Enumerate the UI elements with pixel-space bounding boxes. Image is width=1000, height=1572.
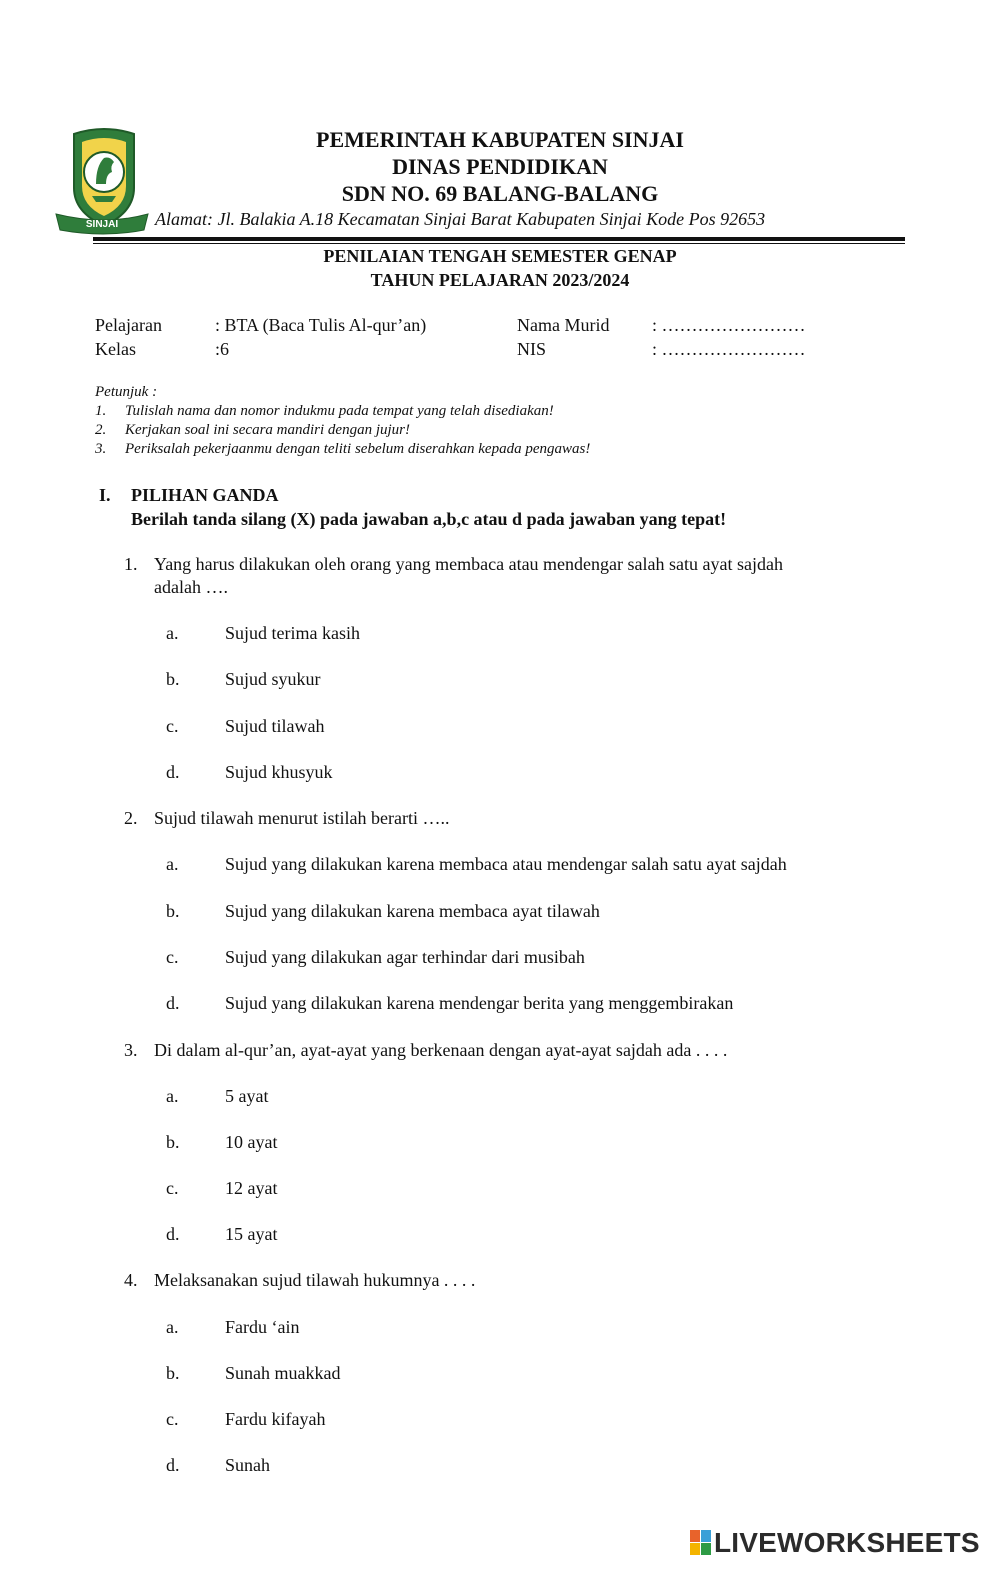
option-text[interactable]: Fardu ‘ain — [225, 1317, 300, 1337]
option-letter[interactable]: b. — [166, 669, 180, 689]
subject-value: : BTA (Baca Tulis Al-qur’an) — [215, 315, 427, 335]
instruction-number: 3. — [95, 441, 107, 457]
question-text: Melaksanakan sujud tilawah hukumnya . . . . — [154, 1270, 476, 1290]
option-text[interactable]: 10 ayat — [225, 1132, 278, 1152]
question-text: Yang harus dilakukan oleh orang yang membaca atau mendengar salah satu ayat sajdah — [154, 554, 783, 574]
section-instruction: Berilah tanda silang (X) pada jawaban a,b,c atau d pada jawaban yang tepat! — [131, 509, 727, 529]
instruction-text: Kerjakan soal ini secara mandiri dengan jujur! — [125, 422, 410, 438]
instruction-number: 1. — [95, 403, 107, 419]
student-name-label: Nama Murid — [517, 315, 610, 335]
exam-title: PENILAIAN TENGAH SEMESTER GENAP — [323, 246, 677, 266]
option-text[interactable]: Sunah — [225, 1455, 270, 1475]
header-address: Alamat: Jl. Balakia A.18 Kecamatan Sinjai Barat Kabupaten Sinjai Kode Pos 92653 — [155, 209, 766, 229]
liveworksheets-logo-icon — [690, 1530, 712, 1556]
student-name-field[interactable]: : …………………… — [652, 315, 806, 335]
class-label: Kelas — [95, 339, 136, 359]
section-number: I. — [99, 485, 111, 505]
header-school: SDN NO. 69 BALANG-BALANG — [341, 181, 659, 206]
header-rule-thin — [93, 243, 905, 244]
question-text: Di dalam al-qur’an, ayat-ayat yang berkenaan dengan ayat-ayat sajdah ada . . . . — [154, 1040, 728, 1060]
option-letter[interactable]: d. — [166, 1224, 180, 1244]
option-text[interactable]: Sujud tilawah — [225, 716, 325, 736]
nis-field[interactable]: : …………………… — [652, 339, 806, 359]
option-letter[interactable]: b. — [166, 901, 180, 921]
question-number: 4. — [124, 1270, 138, 1290]
exam-year: TAHUN PELAJARAN 2023/2024 — [370, 270, 630, 290]
option-letter[interactable]: a. — [166, 623, 179, 643]
option-letter[interactable]: a. — [166, 1086, 179, 1106]
class-value: :6 — [215, 339, 230, 359]
option-letter[interactable]: c. — [166, 716, 179, 736]
option-letter[interactable]: a. — [166, 1317, 179, 1337]
section-title: PILIHAN GANDA — [131, 485, 279, 505]
question-text-continued: adalah …. — [154, 577, 228, 597]
option-text[interactable]: Fardu kifayah — [225, 1409, 326, 1429]
question-number: 2. — [124, 808, 138, 828]
option-letter[interactable]: c. — [166, 947, 179, 967]
logo-banner-text: SINJAI — [85, 219, 119, 230]
question-number: 1. — [124, 554, 138, 574]
option-letter[interactable]: d. — [166, 762, 180, 782]
instruction-number: 2. — [95, 422, 107, 438]
liveworksheets-brand[interactable] — [690, 1526, 980, 1560]
option-text[interactable]: 12 ayat — [225, 1178, 278, 1198]
instructions-title: Petunjuk : — [95, 384, 158, 400]
header-rule-thick — [93, 237, 905, 241]
option-letter[interactable]: c. — [166, 1409, 179, 1429]
option-letter[interactable]: d. — [166, 1455, 180, 1475]
option-text[interactable]: Sujud yang dilakukan karena membaca ayat tilawah — [225, 901, 600, 921]
option-letter[interactable]: d. — [166, 993, 180, 1013]
option-letter[interactable]: a. — [166, 854, 179, 874]
option-text[interactable]: Sujud yang dilakukan agar terhindar dari musibah — [225, 947, 585, 967]
header-department: DINAS PENDIDIKAN — [392, 154, 608, 179]
option-text[interactable]: Sunah muakkad — [225, 1363, 341, 1383]
option-letter[interactable]: b. — [166, 1363, 180, 1383]
option-letter[interactable]: c. — [166, 1178, 179, 1198]
nis-label: NIS — [517, 339, 547, 359]
option-text[interactable]: Sujud terima kasih — [225, 623, 360, 643]
question-text: Sujud tilawah menurut istilah berarti ….. — [154, 808, 450, 828]
option-text[interactable]: Sujud yang dilakukan karena membaca atau mendengar salah satu ayat sajdah — [225, 854, 787, 874]
option-text[interactable]: 15 ayat — [225, 1224, 278, 1244]
question-number: 3. — [124, 1040, 138, 1060]
option-text[interactable]: Sujud khusyuk — [225, 762, 333, 782]
instruction-text: Periksalah pekerjaanmu dengan teliti sebelum diserahkan kepada pengawas! — [125, 441, 591, 457]
option-text[interactable]: Sujud syukur — [225, 669, 321, 689]
instruction-text: Tulislah nama dan nomor indukmu pada tempat yang telah disediakan! — [125, 403, 554, 419]
liveworksheets-wordmark: LIVEWORKSHEETS — [714, 1527, 980, 1558]
option-letter[interactable]: b. — [166, 1132, 180, 1152]
header-government: PEMERINTAH KABUPATEN SINJAI — [316, 127, 684, 152]
option-text[interactable]: 5 ayat — [225, 1086, 269, 1106]
subject-label: Pelajaran — [95, 315, 162, 335]
option-text[interactable]: Sujud yang dilakukan karena mendengar berita yang menggembirakan — [225, 993, 734, 1013]
